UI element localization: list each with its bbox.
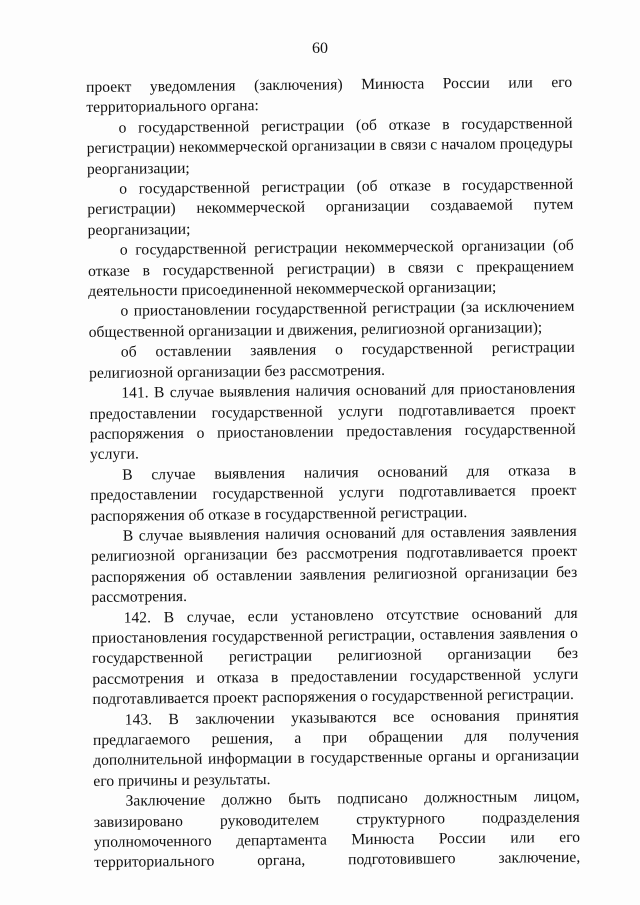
paragraph-141: 141. В случае выявления наличия оснований для приостановления предоставлении государственной услуги подготавливается проект распоряжения о приостановлении предоставления государственной услуги. xyxy=(89,379,576,464)
page-number: 60 xyxy=(312,40,328,57)
document-body xyxy=(86,73,580,874)
paragraph-item-leave-without-review: об оставлении заявления о государственной регистрации религиозной организации без рассмотрения. xyxy=(89,339,575,382)
paragraph-item-suspension: о приостановлении государственной регистрации (за исключением общественной организации и движения, религиозной организации); xyxy=(88,298,575,341)
paragraph-141-religious: В случае выявления наличия оснований для оставления заявления религиозной организации без рассмотрения подготавливается проект распоряжения об оставлении заявления религиозной организации без рассмотрения. xyxy=(90,522,578,607)
paragraph-item-reorganization-created: о государственной регистрации (об отказе в государственной регистрации) некоммерческой организации создаваемой путем реорганизации; xyxy=(87,175,574,239)
paragraph-141-refusal: В случае выявления наличия оснований для отказа в предоставлении государственной услуги подготавливается проект распоряжения об отказе в государственной регистрации. xyxy=(90,461,577,525)
paragraph-143-signature: Заключение должно быть подписано должностным лицом, завизировано руководителем структурного подразделения уполномоченного департамента Минюста России или его территориального органа, подготовившего заключение, xyxy=(93,788,581,872)
paragraph-item-reorganization-start: о государственной регистрации (об отказе в государственной регистрации) некоммерческой организации в связи с началом процедуры реорганизации; xyxy=(86,114,573,178)
paragraph-142: 142. В случае, если установлено отсутствие оснований для приостановления государственной регистрации, оставления заявления о государственной регистрации религиозной организации без рассмотрения и отказа в предоставлении государственной услуги подготавливается проект распоряжения о государственной регистрации. xyxy=(91,604,579,709)
paragraph-item-merger-termination: о государственной регистрации некоммерческой организации (об отказе в государственной регистрации) в связи с прекращением деятельности присоединенной некоммерческой организации; xyxy=(87,237,575,301)
paragraph-intro: проект уведомления (заключения) Минюста России или его территориального органа: xyxy=(86,73,573,117)
paragraph-143: 143. В заключении указываются все основания принятия предлагаемого решения, а при обращении для получения дополнительной информации в государственные органы и организации его причины и результаты. xyxy=(92,706,580,790)
